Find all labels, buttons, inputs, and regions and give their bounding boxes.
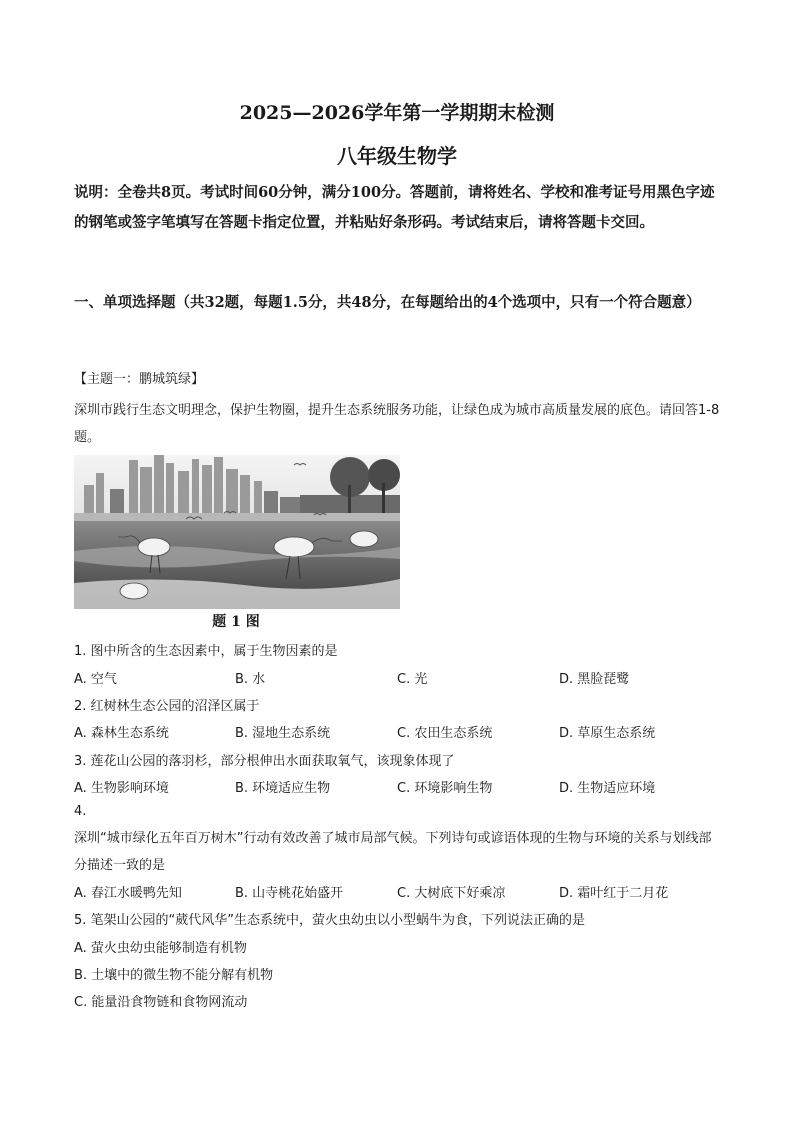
exam-title: 2025—2026学年第一学期期末检测 — [239, 102, 555, 124]
question-3-option-a: A. 生物影响环境 — [74, 781, 169, 796]
question-3-option-c: C. 环境影响生物 — [397, 781, 493, 796]
question-4-option-c: C. 大树底下好乘凉 — [397, 886, 506, 901]
question-2-stem: 2. 红树林生态公园的沼泽区属于 — [74, 699, 260, 714]
instructions: 说明：全卷共8页。考试时间60分钟，满分100分。答题前，请将姓名、学校和准考证号用黑色字迹的钢笔或签字笔填写在答题卡指定位置，并粘贴好条形码。考试结束后，请将答题卡交回。 — [74, 184, 715, 231]
figure-1-image — [74, 455, 400, 609]
question-1-option-b: B. 水 — [235, 672, 266, 687]
question-1-option-c: C. 光 — [397, 672, 428, 687]
question-5-option-a: A. 萤火虫幼虫能够制造有机物 — [74, 941, 247, 956]
question-4-stem: 深圳“城市绿化五年百万树木”行动有效改善了城市局部气候。下列诗句或谚语体现的生物与环境的关系与划线部分描述一致的是 — [74, 831, 712, 873]
question-2-option-c: C. 农田生态系统 — [397, 726, 493, 741]
question-4-option-b: B. 山寺桃花始盛开 — [235, 886, 344, 901]
theme-intro: 深圳市践行生态文明理念，保护生物圈，提升生态系统服务功能，让绿色成为城市高质量发展的底色。请回答1-8题。 — [74, 403, 720, 445]
question-3-stem: 3. 莲花山公园的落羽杉，部分根伸出水面获取氧气，该现象体现了 — [74, 754, 455, 769]
question-5-option-c: C. 能量沿食物链和食物网流动 — [74, 995, 248, 1010]
section-heading: 一、单项选择题（共32题，每题1.5分，共48分，在每题给出的4个选项中，只有一个符合题意） — [74, 294, 701, 311]
question-1-stem: 1. 图中所含的生态因素中，属于生物因素的是 — [74, 644, 338, 659]
question-2-option-a: A. 森林生态系统 — [74, 726, 169, 741]
question-4-option-a: A. 春江水暖鸭先知 — [74, 886, 182, 901]
question-3-option-d: D. 生物适应环境 — [559, 781, 656, 796]
question-5-stem: 5. 笔架山公园的“葳代风华”生态系统中，萤火虫幼虫以小型蜗牛为食，下列说法正确的是 — [74, 913, 586, 928]
question-1-option-d: D. 黑脸琵鹭 — [559, 672, 630, 687]
question-4-number: 4. — [74, 804, 87, 819]
exam-subtitle: 八年级生物学 — [337, 144, 457, 168]
question-4-option-d: D. 霜叶红于二月花 — [559, 886, 669, 901]
question-2-option-b: B. 湿地生态系统 — [235, 726, 331, 741]
question-2-option-d: D. 草原生态系统 — [559, 726, 656, 741]
question-5-option-b: B. 土壤中的微生物不能分解有机物 — [74, 968, 274, 983]
theme-label: 【主题一：鹏城筑绿】 — [74, 372, 205, 387]
question-1-option-a: A. 空气 — [74, 672, 117, 687]
question-3-option-b: B. 环境适应生物 — [235, 781, 331, 796]
figure-1-caption: 题 1 图 — [212, 614, 260, 630]
